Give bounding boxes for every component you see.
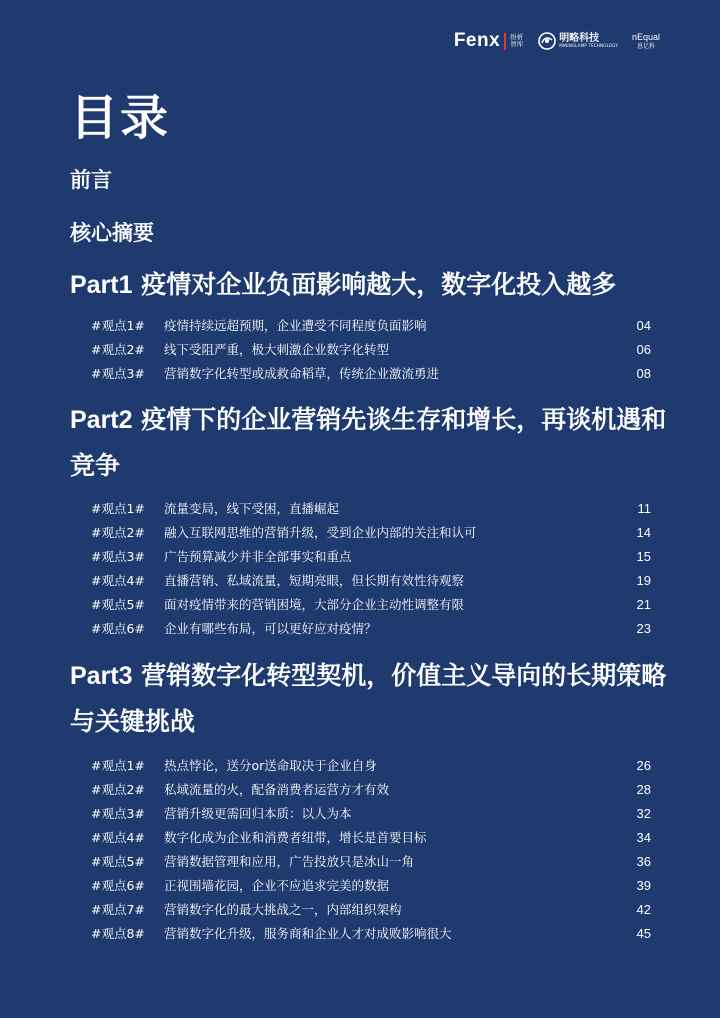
viewpoint-text: 流量变局，线下受困，直播崛起 — [164, 501, 340, 516]
page-number: 32 — [636, 806, 651, 821]
viewpoint-text: 营销数字化升级，服务商和企业人才对成败影响很大 — [164, 926, 452, 941]
viewpoint-label: #观点2# — [91, 782, 145, 797]
page-number: 11 — [637, 501, 651, 516]
toc-row[interactable] — [91, 316, 651, 336]
viewpoint-text: 数字化成为企业和消费者纽带，增长是首要目标 — [164, 830, 427, 845]
page-number: 21 — [636, 597, 651, 612]
toc-row[interactable] — [91, 547, 651, 567]
part-heading-2[interactable] — [70, 397, 670, 489]
toc-row[interactable] — [91, 364, 651, 384]
page-number: 42 — [636, 902, 651, 917]
toc-row[interactable] — [91, 804, 651, 824]
viewpoint-label: #观点6# — [91, 878, 145, 893]
viewpoint-label: #观点8# — [91, 926, 145, 941]
viewpoint-text: 正视围墙花园，企业不应追求完美的数据 — [164, 878, 390, 893]
part-heading-1[interactable] — [70, 262, 670, 308]
toc-row[interactable] — [91, 900, 651, 920]
viewpoint-text: 企业有哪些布局，可以更好应对疫情？ — [164, 621, 377, 636]
viewpoint-label: #观点1# — [91, 501, 145, 516]
page-number: 15 — [636, 549, 651, 564]
viewpoint-text: 营销数字化的最大挑战之一，内部组织架构 — [164, 902, 402, 917]
viewpoint-label: #观点4# — [91, 573, 145, 588]
part-number: Part2 — [70, 406, 133, 434]
nequal-logo-cn: 恩亿科 — [636, 42, 655, 50]
viewpoint-label: #观点3# — [91, 366, 145, 381]
viewpoint-text: 融入互联网思维的营销升级，受到企业内部的关注和认可 — [164, 525, 477, 540]
viewpoint-text: 疫情持续远超预期，企业遭受不同程度负面影响 — [164, 318, 427, 333]
page-number: 39 — [636, 878, 651, 893]
toc-row[interactable] — [91, 852, 651, 872]
part-number: Part1 — [70, 271, 133, 299]
viewpoint-label: #观点2# — [91, 525, 145, 540]
toc-row[interactable] — [91, 340, 651, 360]
page-number: 34 — [636, 830, 651, 845]
part-number: Part3 — [70, 662, 133, 690]
viewpoint-label: #观点5# — [91, 854, 145, 869]
viewpoint-label: #观点7# — [91, 902, 145, 917]
page-number: 04 — [636, 318, 651, 333]
viewpoint-text: 营销升级更需回归本质：以人为本 — [164, 806, 352, 821]
toc-core-summary[interactable]: 核心摘要 — [70, 221, 154, 245]
viewpoint-text: 热点悖论，送分or送命取决于企业自身 — [164, 758, 377, 773]
page-number: 26 — [636, 758, 651, 773]
mingluo-logo — [538, 32, 618, 50]
viewpoint-text: 营销数字化转型或成救命稻草，传统企业激流勇进 — [164, 366, 440, 381]
viewpoint-label: #观点5# — [91, 597, 145, 612]
fenx-logo — [454, 30, 524, 52]
fenx-logo-cn: 纷析智库 — [510, 33, 524, 48]
toc-row[interactable] — [91, 924, 651, 944]
page-number: 19 — [636, 573, 651, 588]
toc-row[interactable] — [91, 499, 651, 519]
fenx-logo-divider — [504, 33, 506, 50]
viewpoint-label: #观点3# — [91, 549, 145, 564]
viewpoint-text: 直播营销、私域流量，短期亮眼，但长期有效性待观察 — [164, 573, 465, 588]
page-number: 06 — [636, 342, 651, 357]
viewpoint-label: #观点6# — [91, 621, 145, 636]
viewpoint-text: 广告预算减少并非全部事实和重点 — [164, 549, 352, 564]
page-number: 14 — [636, 525, 651, 540]
viewpoint-label: #观点1# — [91, 318, 145, 333]
page-title: 目录 — [70, 90, 171, 146]
toc-row[interactable] — [91, 571, 651, 591]
viewpoint-label: #观点4# — [91, 830, 145, 845]
page-number: 08 — [636, 366, 651, 381]
page-number: 23 — [636, 621, 651, 636]
page-number: 36 — [636, 854, 651, 869]
viewpoint-label: #观点1# — [91, 758, 145, 773]
viewpoint-label: #观点2# — [91, 342, 145, 357]
viewpoint-label: #观点3# — [91, 806, 145, 821]
nequal-logo — [632, 33, 660, 50]
viewpoint-text: 线下受阻严重，极大刺激企业数字化转型 — [164, 342, 390, 357]
toc-row[interactable] — [91, 595, 651, 615]
viewpoint-text: 面对疫情带来的营销困境，大部分企业主动性调整有限 — [164, 597, 465, 612]
page-number: 28 — [636, 782, 651, 797]
fenx-logo-word: Fenx — [453, 30, 501, 51]
toc-row[interactable] — [91, 523, 651, 543]
toc-foreword[interactable]: 前言 — [70, 168, 112, 192]
part-title: 疫情对企业负面影响越大，数字化投入越多 — [141, 270, 617, 299]
mingluo-mark-icon — [538, 32, 556, 50]
mingluo-logo-title: 明略科技 — [559, 33, 600, 44]
toc-row[interactable] — [91, 619, 651, 639]
viewpoint-text: 营销数据管理和应用，广告投放只是冰山一角 — [164, 854, 415, 869]
mingluo-logo-subtitle: MININGLAMP TECHNOLOGY — [559, 43, 618, 48]
viewpoint-text: 私域流量的火，配备消费者运营方才有效 — [164, 782, 390, 797]
page-number: 45 — [636, 926, 651, 941]
header-logos — [454, 30, 660, 52]
toc-row[interactable] — [91, 756, 651, 776]
toc-row[interactable] — [91, 780, 651, 800]
toc-row[interactable] — [91, 828, 651, 848]
part-title: 营销数字化转型契机，价值主义导向的长期策略与关键挑战 — [70, 661, 667, 736]
toc-row[interactable] — [91, 876, 651, 896]
nequal-logo-en: nEqual — [631, 31, 660, 42]
part-title: 疫情下的企业营销先谈生存和增长，再谈机遇和竞争 — [70, 405, 667, 480]
part-heading-3[interactable] — [70, 653, 670, 745]
